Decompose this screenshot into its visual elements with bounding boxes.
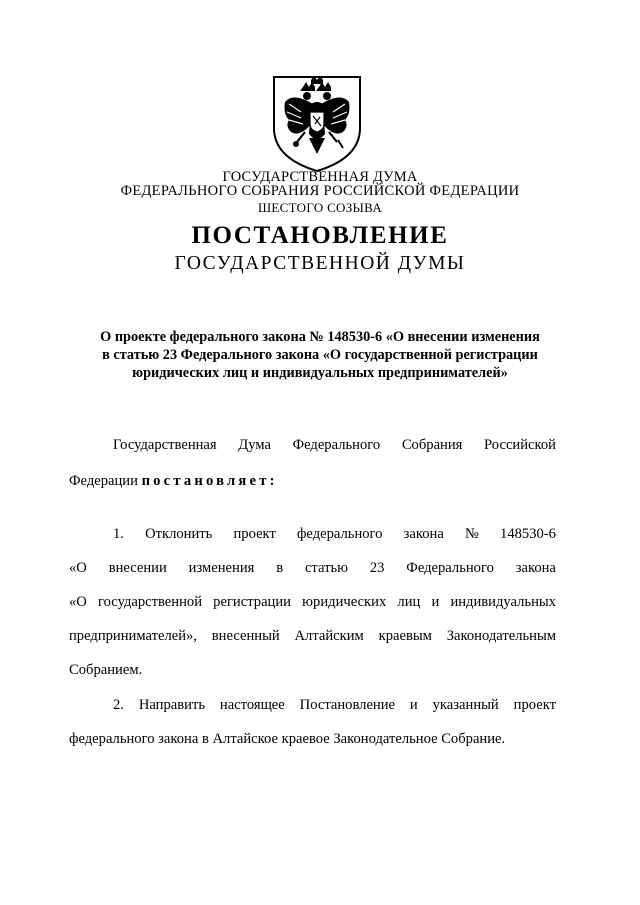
word: закона — [403, 526, 444, 542]
word: проект — [513, 697, 556, 713]
subject-line-1: О проекте федерального закона № 148530-6 «О внесении изменения — [100, 329, 540, 345]
convocation: ШЕСТОГО СОЗЫВА — [257, 200, 383, 215]
word: Федерального — [406, 560, 494, 576]
word: 23 — [369, 560, 385, 576]
word: настоящее — [219, 697, 285, 713]
subject-line-2: в статью 23 Федерального закона «О государственной регистрации — [102, 347, 538, 363]
word: в — [276, 560, 284, 576]
item-1-line-2 — [69, 560, 556, 577]
word: государственной — [98, 594, 203, 610]
word: индивидуальных — [450, 594, 556, 610]
word: 148530-6 — [500, 526, 556, 542]
item-1-line-4 — [69, 628, 556, 645]
word: Государственная — [113, 437, 217, 453]
word: 1. — [113, 526, 124, 542]
item-1-line-1 — [113, 526, 556, 543]
word: Отклонить — [145, 526, 213, 542]
word: и — [431, 594, 440, 610]
preamble-line-2 — [69, 473, 556, 490]
item-2-line-1 — [113, 697, 556, 714]
word: Собрания — [401, 437, 463, 453]
word: Направить — [138, 697, 205, 713]
coat-of-arms-icon — [271, 74, 363, 174]
word: изменения — [188, 560, 255, 576]
word: указанный — [432, 697, 499, 713]
org-name-line-2: ФЕДЕРАЛЬНОГО СОБРАНИЯ РОССИЙСКОЙ ФЕДЕРАЦИИ — [120, 183, 520, 199]
word: регистрации — [213, 594, 291, 610]
org-name-line-1: ГОСУДАРСТВЕННАЯ ДУМА — [222, 169, 418, 185]
preamble-line-1 — [113, 437, 556, 454]
preamble-verb: постановляет: — [141, 473, 278, 489]
word: «О — [69, 560, 87, 576]
word: проект — [233, 526, 276, 542]
word: Постановление — [299, 697, 396, 713]
word: «О — [69, 594, 87, 610]
word: Дума — [238, 437, 271, 453]
word: Алтайским — [294, 628, 364, 644]
word: внесении — [108, 560, 167, 576]
word: № — [464, 526, 479, 542]
word: Законодательным — [446, 628, 556, 644]
word: краевым — [378, 628, 432, 644]
word: предпринимателей», — [69, 628, 197, 644]
preamble-text: Федерации — [69, 473, 142, 489]
word: 2. — [113, 697, 124, 713]
item-2-line-2: федерального закона в Алтайское краевое Законодательное Собрание. — [69, 731, 506, 747]
document-type-sub: ГОСУДАРСТВЕННОЙ ДУМЫ — [174, 253, 466, 274]
word: статью — [304, 560, 349, 576]
item-1-line-5: Собранием. — [69, 662, 143, 678]
document-type: ПОСТАНОВЛЕНИЕ — [191, 222, 449, 249]
word: внесенный — [211, 628, 280, 644]
word: Российской — [484, 437, 556, 453]
word: лиц — [397, 594, 421, 610]
word: федерального — [296, 526, 383, 542]
word: и — [409, 697, 418, 713]
item-1-line-3 — [69, 594, 556, 611]
word: Федерального — [292, 437, 381, 453]
subject-line-3: юридических лиц и индивидуальных предпринимателей» — [132, 365, 508, 381]
word: закона — [515, 560, 556, 576]
word: юридических — [302, 594, 387, 610]
